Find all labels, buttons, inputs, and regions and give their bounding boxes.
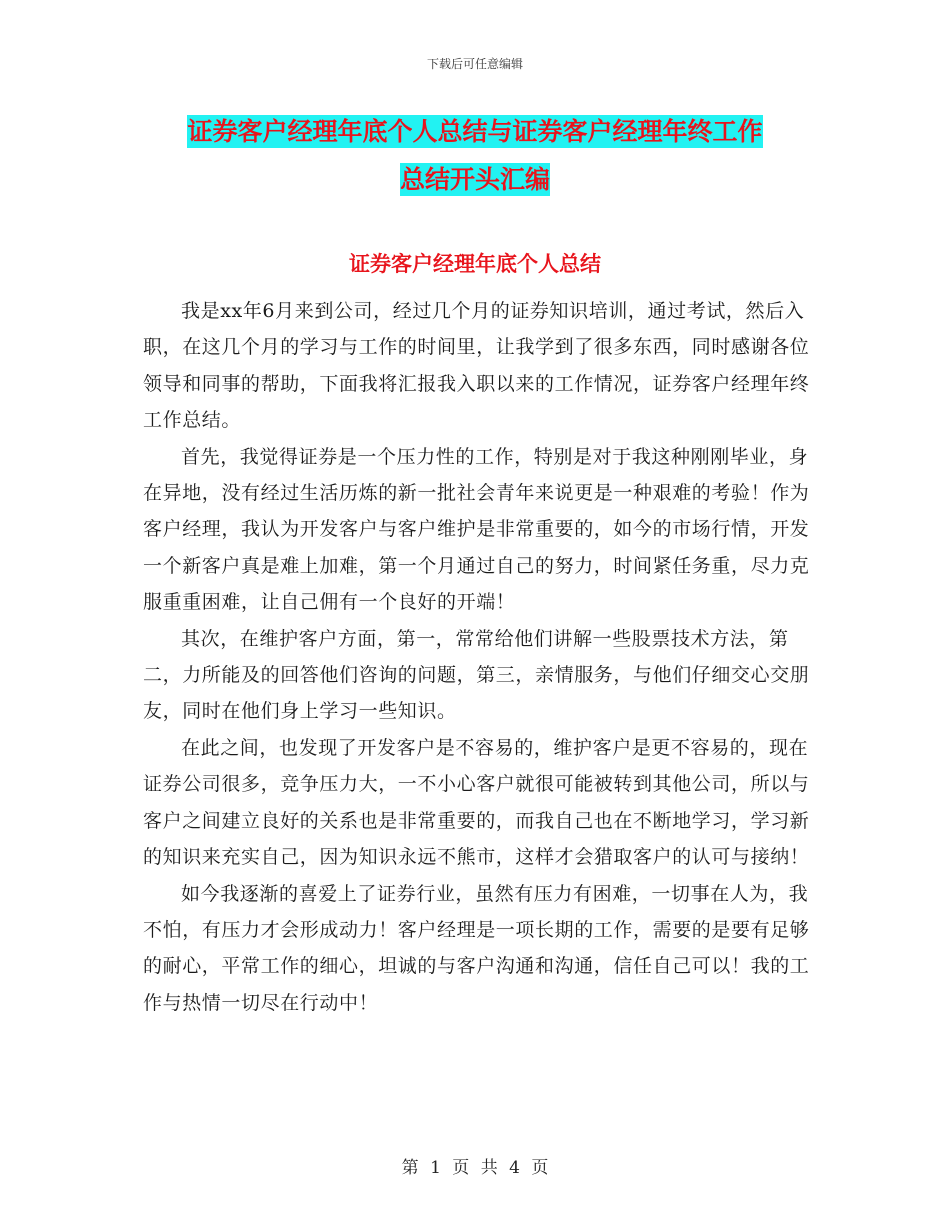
section-title: 证券客户经理年底个人总结 bbox=[349, 252, 601, 276]
body-text bbox=[143, 293, 818, 1021]
paragraph: 如今我逐渐的喜爱上了证券行业，虽然有压力有困难，一切事在人为，我不怕，有压力才会形成动力！客户经理是一项长期的工作，需要的是要有足够的耐心，平常工作的细心，坦诚的与客户沟通和沟通，信任自己可以！我的工作与热情一切尽在行动中！ bbox=[143, 882, 810, 1014]
paragraph: 在此之间，也发现了开发客户是不容易的，维护客户是更不容易的，现在证券公司很多，竞争压力大，一不小心客户就很可能被转到其他公司，所以与客户之间建立良好的关系也是非常重要的，而我自己也在不断地学习，学习新的知识来充实自己，因为知识永远不熊市，这样才会猎取客户的认可与接纳！ bbox=[143, 736, 810, 869]
document-title-line-1: 证券客户经理年底个人总结与证券客户经理年终工作 bbox=[187, 117, 763, 146]
header-note: 下载后可任意编辑 bbox=[426, 57, 523, 71]
paragraph: 我是xx年6月来到公司，经过几个月的证券知识培训，通过考试，然后入职，在这几个月的学习与工作的时间里，让我学到了很多东西，同时感谢各位领导和同事的帮助，下面我将汇报我入职以来的工作情况，证券客户经理年终工作总结。 bbox=[143, 300, 810, 432]
page-footer: 第 1 页 共 4 页 bbox=[401, 1158, 549, 1178]
document-title-line-2: 总结开头汇编 bbox=[399, 165, 550, 194]
document-title bbox=[150, 108, 800, 204]
paragraph: 首先，我觉得证券是一个压力性的工作，特别是对于我这种刚刚毕业，身在异地，没有经过生活历炼的新一批社会青年来说更是一种艰难的考验！作为客户经理，我认为开发客户与客户维护是非常重要的，如今的市场行情，开发一个新客户真是难上加难，第一个月通过自己的努力，时间紧任务重，尽力克服重重困难，让自己佣有一个良好的开端！ bbox=[143, 445, 810, 614]
paragraph: 其次，在维护客户方面，第一，常常给他们讲解一些股票技术方法，第二，力所能及的回答他们咨询的问题，第三，亲情服务，与他们仔细交心交朋友，同时在他们身上学习一些知识。 bbox=[143, 627, 810, 723]
